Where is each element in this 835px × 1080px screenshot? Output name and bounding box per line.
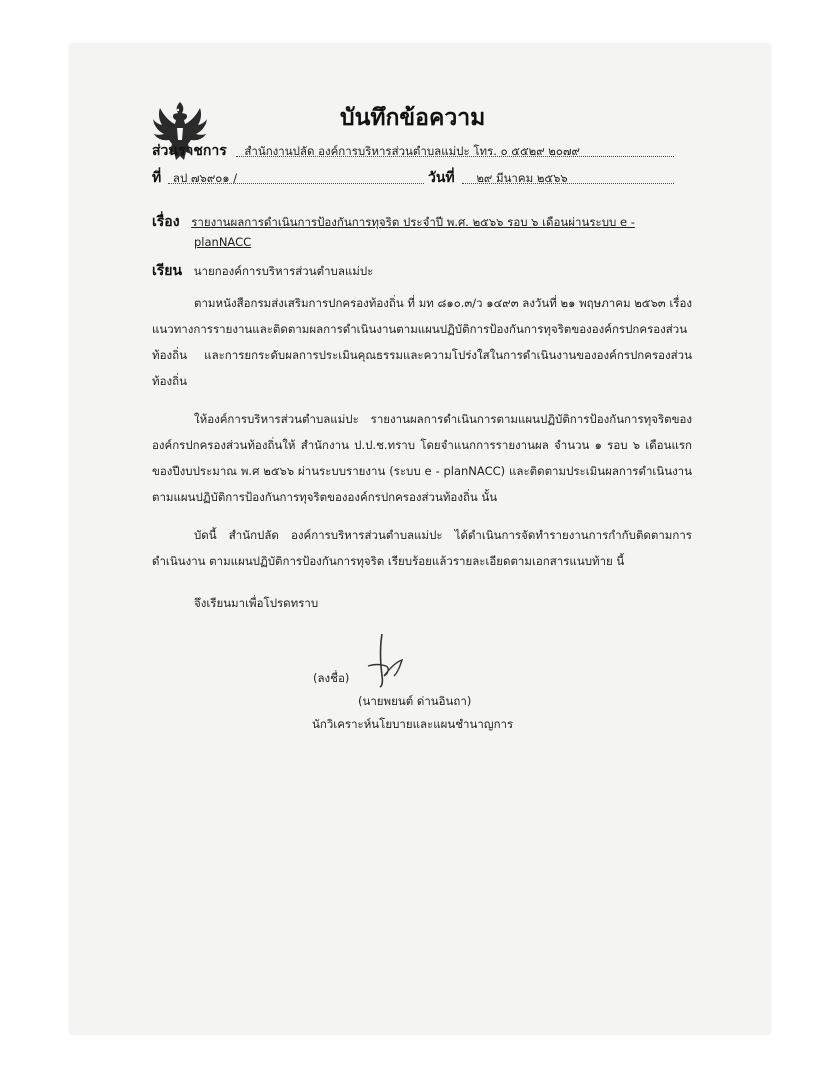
closing-line: จึงเรียนมาเพื่อโปรดทราบ [194, 596, 319, 610]
subject-line-1: รายงานผลการดำเนินการป้องกันการทุจริต ประจำปี พ.ศ. ๒๕๖๖ รอบ ๖ เดือนผ่านระบบ e - [191, 215, 635, 229]
agency-row [152, 140, 580, 162]
agency-value: สำนักงานปลัด องค์การบริหารส่วนตำบลแม่ปะ โทร. ๐ ๕๕๒๙ ๒๐๗๙ [244, 144, 580, 158]
date-underline [462, 183, 674, 184]
body-paragraph-3: บัดนี้ สำนักปลัด องค์การบริหารส่วนตำบลแม่ปะ ได้ดำเนินการจัดทำรายงานการกำกับติดตามการดำเนินงาน ตามแผนปฏิบัติการป้องกันการทุจริต เรียบร้อยแล้วรายละเอียดตามเอกสารแนบท้าย นี้ [152, 528, 692, 568]
date-value: ๒๙ มีนาคม ๒๕๖๖ [476, 171, 568, 185]
body-paragraph-1: ตามหนังสือกรมส่งเสริมการปกครองท้องถิ่น ที่ มท ๘๑๐.๓/ว ๑๔๙๓ ลงวันที่ ๒๑ พฤษภาคม ๒๕๖๓ เรื่อง แนวทางการรายงานและติดตามผลการดำเนินงานตามแผนปฏิบัติการป้องกันการทุจริตขององค์กรปกครองส่วนท้องถิ่น และการยกระดับผลการประเมินคุณธรรมและความโปร่งใสในการดำเนินงานขององค์กรปกครองส่วนท้องถิ่น [152, 296, 692, 388]
agency-label: ส่วนราชการ [152, 143, 227, 159]
reference-value: ลป ๗๖๙๐๑ / [172, 171, 238, 185]
signatory-position: นักวิเคราะห์นโยบายและแผนชำนาญการ [312, 717, 514, 731]
page-title: บันทึกข้อความ [340, 105, 486, 131]
sign-label: (ลงชื่อ) [313, 671, 350, 685]
handwritten-signature [360, 632, 410, 688]
date-row [428, 167, 568, 189]
subject-line-2: planNACC [194, 235, 252, 249]
body-paragraph-2: ให้องค์การบริหารส่วนตำบลแม่ปะ รายงานผลการดำเนินการตามแผนปฏิบัติการป้องกันการทุจริตขององค์กรปกครองส่วนท้องถิ่นให้ สำนักงาน ป.ป.ช.ทราบ โดยจำแนกการรายงานผล จำนวน ๑ รอบ ๖ เดือนแรกของปีงบประมาณ พ.ศ ๒๕๖๖ ผ่านระบบรายงาน (ระบบ e - planNACC) และติดตามประเมินผลการดำเนินงานตามแผนปฏิบัติการป้องกันการทุจริตขององค์กรปกครองส่วนท้องถิ่น นั้น [152, 412, 692, 504]
reference-label: ที่ [152, 170, 162, 186]
reference-row [152, 167, 237, 189]
recipient-label: เรียน [152, 263, 183, 279]
recipient-row [152, 260, 373, 282]
subject-label: เรื่อง [152, 214, 180, 230]
reference-underline [168, 183, 424, 184]
signatory-name: (นายพยนต์ ด่านอินถา) [358, 694, 472, 708]
agency-underline [236, 156, 674, 157]
date-label: วันที่ [428, 170, 455, 186]
recipient-value: นายกองค์การบริหารส่วนตำบลแม่ปะ [193, 264, 374, 278]
subject-row [152, 211, 635, 233]
